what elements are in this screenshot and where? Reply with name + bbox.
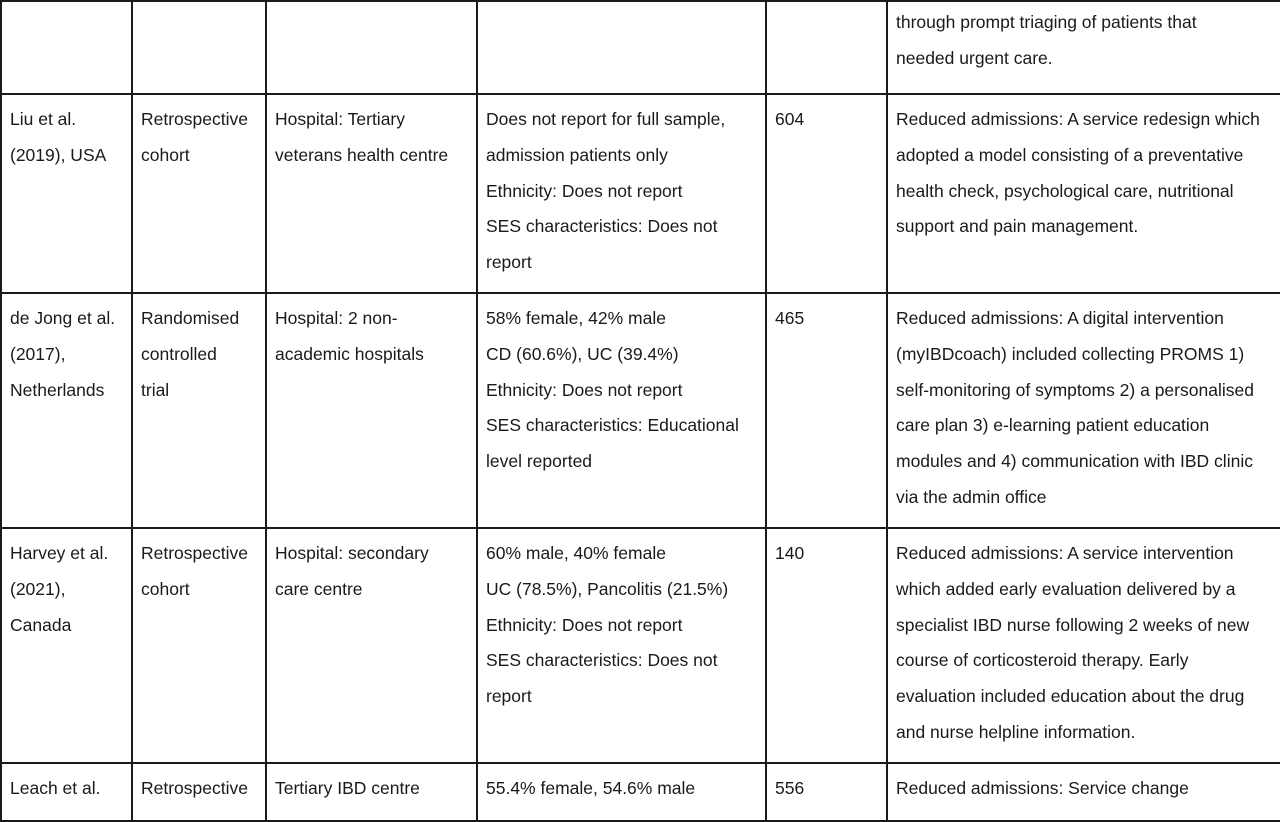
cell-setting bbox=[266, 528, 477, 763]
cell-text-line: via the admin office bbox=[896, 486, 1047, 507]
cell-text-line: Retrospective bbox=[141, 778, 248, 798]
cell-intervention bbox=[887, 528, 1280, 763]
cell-text-line: 55.4% female, 54.6% male bbox=[486, 778, 696, 798]
table-row bbox=[1, 94, 1280, 293]
cell-text-line: Reduced admissions: A digital intervention bbox=[896, 308, 1224, 328]
cell-text-line: report bbox=[486, 686, 532, 707]
cell-intervention bbox=[887, 763, 1280, 821]
cell-text-line: level reported bbox=[486, 451, 593, 472]
cell-text-line: self-monitoring of symptoms 2) a personalised bbox=[896, 379, 1254, 400]
cell-text: 604 bbox=[775, 109, 805, 129]
table-row bbox=[1, 763, 1280, 821]
cell-text-line: SES characteristics: Does not bbox=[486, 650, 718, 671]
cell-text-line: which added early evaluation delivered by a bbox=[896, 578, 1236, 599]
cell-study bbox=[1, 293, 132, 528]
cell-design bbox=[132, 528, 266, 763]
cell-design bbox=[132, 1, 266, 94]
cell-text-line: Retrospective bbox=[141, 109, 248, 129]
cell-text-line: UC (78.5%), Pancolitis (21.5%) bbox=[486, 578, 729, 599]
cell-design bbox=[132, 763, 266, 821]
cell-text-line: report bbox=[486, 252, 532, 273]
cell-text-line: Reduced admissions: A service intervention bbox=[896, 543, 1234, 563]
table-body bbox=[1, 1, 1280, 821]
cell-design bbox=[132, 94, 266, 293]
cell-text-line: cohort bbox=[141, 578, 190, 599]
cell-text-line: 60% male, 40% female bbox=[486, 543, 666, 563]
cell-study bbox=[1, 94, 132, 293]
cell-n bbox=[766, 528, 887, 763]
cell-n bbox=[766, 1, 887, 94]
cell-text-line: Hospital: secondary bbox=[275, 543, 429, 563]
cell-setting bbox=[266, 763, 477, 821]
cell-text-line: (2019), USA bbox=[10, 144, 107, 165]
cell-study bbox=[1, 528, 132, 763]
cell-n bbox=[766, 94, 887, 293]
cell-text-line: Leach et al. bbox=[10, 778, 101, 798]
cell-text-line: cohort bbox=[141, 144, 190, 165]
cell-text-line: Randomised bbox=[141, 308, 240, 328]
cell-text-line: (myIBDcoach) included collecting PROMS 1) bbox=[896, 343, 1245, 364]
cell-text-line: Tertiary IBD centre bbox=[275, 778, 420, 798]
cell-text-line: (2021), bbox=[10, 578, 66, 599]
cell-text: 140 bbox=[775, 543, 805, 563]
cell-text-line: academic hospitals bbox=[275, 343, 424, 364]
cell-text-line: needed urgent care. bbox=[896, 47, 1053, 68]
table-row bbox=[1, 1, 1280, 94]
cell-text-line: Does not report for full sample, bbox=[486, 109, 726, 129]
cell-sample bbox=[477, 528, 766, 763]
cell-text-line: (2017), bbox=[10, 343, 66, 364]
cell-intervention bbox=[887, 293, 1280, 528]
cell-text-line: adopted a model consisting of a preventative bbox=[896, 144, 1244, 165]
cell-text-line: Reduced admissions: A service redesign which bbox=[896, 109, 1260, 129]
cell-setting bbox=[266, 293, 477, 528]
cell-text-line: 58% female, 42% male bbox=[486, 308, 666, 328]
cell-text-line: Canada bbox=[10, 614, 72, 635]
cell-text-line: admission patients only bbox=[486, 144, 668, 165]
cell-intervention bbox=[887, 1, 1280, 94]
cell-text-line: and nurse helpline information. bbox=[896, 721, 1136, 742]
cell-setting bbox=[266, 1, 477, 94]
cell-text-line: Ethnicity: Does not report bbox=[486, 180, 683, 201]
cell-sample bbox=[477, 763, 766, 821]
table-row bbox=[1, 528, 1280, 763]
cell-n bbox=[766, 293, 887, 528]
cell-text-line: Ethnicity: Does not report bbox=[486, 379, 683, 400]
cell-text-line: health check, psychological care, nutritional bbox=[896, 180, 1234, 201]
cell-text-line: Reduced admissions: Service change bbox=[896, 778, 1189, 798]
cell-text-line: veterans health centre bbox=[275, 144, 449, 165]
cell-study bbox=[1, 1, 132, 94]
cell-text-line: through prompt triaging of patients that bbox=[896, 12, 1197, 32]
cell-text-line: Retrospective bbox=[141, 543, 248, 563]
cell-text-line: SES characteristics: Does not bbox=[486, 216, 718, 237]
cell-text-line: Ethnicity: Does not report bbox=[486, 614, 683, 635]
cell-n bbox=[766, 763, 887, 821]
cell-text-line: care plan 3) e-learning patient education bbox=[896, 415, 1210, 436]
cell-text-line: evaluation included education about the drug bbox=[896, 686, 1245, 707]
cell-text-line: Netherlands bbox=[10, 379, 105, 400]
table-row bbox=[1, 293, 1280, 528]
cell-text-line: course of corticosteroid therapy. Early bbox=[896, 650, 1189, 671]
cell-text-line: care centre bbox=[275, 578, 363, 599]
cell-text-line: specialist IBD nurse following 2 weeks of new bbox=[896, 614, 1250, 635]
cell-sample bbox=[477, 94, 766, 293]
cell-text-line: controlled bbox=[141, 343, 217, 364]
cell-text-line: SES characteristics: Educational bbox=[486, 415, 739, 436]
cell-text-line: de Jong et al. bbox=[10, 308, 116, 328]
cell-text-line: Liu et al. bbox=[10, 109, 77, 129]
cell-text-line: trial bbox=[141, 379, 170, 400]
cell-text-line: modules and 4) communication with IBD clinic bbox=[896, 451, 1253, 472]
cell-sample bbox=[477, 293, 766, 528]
cell-intervention bbox=[887, 94, 1280, 293]
cell-text-line: Harvey et al. bbox=[10, 543, 109, 563]
cell-design bbox=[132, 293, 266, 528]
cell-text: 556 bbox=[775, 778, 805, 798]
cell-study bbox=[1, 763, 132, 821]
cell-setting bbox=[266, 94, 477, 293]
cell-text-line: CD (60.6%), UC (39.4%) bbox=[486, 343, 679, 364]
cell-text-line: Hospital: Tertiary bbox=[275, 109, 406, 129]
cell-text-line: support and pain management. bbox=[896, 216, 1139, 237]
cell-text-line: Hospital: 2 non- bbox=[275, 308, 398, 328]
cell-sample bbox=[477, 1, 766, 94]
cell-text: 465 bbox=[775, 308, 805, 328]
